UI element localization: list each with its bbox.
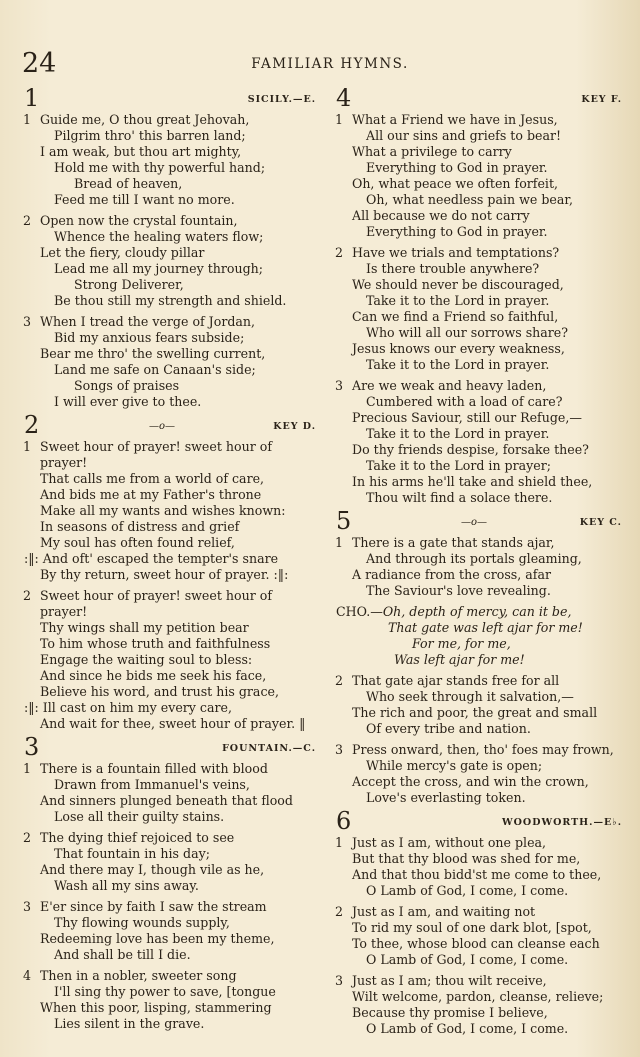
verse-line <box>336 851 626 867</box>
verse-line <box>336 758 626 774</box>
verse-line <box>24 362 320 378</box>
verse-line <box>24 160 320 176</box>
verse-line-text: Believe his word, and trust his grace, <box>40 684 279 699</box>
verse-line-text: What a Friend we have in Jesus, <box>352 112 558 127</box>
verse-line-text: Pilgrim thro' this barren land; <box>54 128 246 143</box>
verse-line <box>336 309 626 325</box>
verse-line-text: Drawn from Immanuel's veins, <box>54 777 250 792</box>
verse-line-text: And shall be till I die. <box>54 947 191 962</box>
verse-line <box>24 668 320 684</box>
verse <box>24 112 320 208</box>
verse-line <box>24 604 320 620</box>
verse-line-text: Precious Saviour, still our Refuge,— <box>352 410 582 425</box>
verse-number: 2 <box>23 213 32 228</box>
verse-number: 1 <box>23 112 32 127</box>
verse-line-text: Just as I am; thou wilt receive, <box>352 973 547 988</box>
verse <box>24 314 320 410</box>
verse-line-text: Take it to the Lord in prayer. <box>366 426 550 441</box>
hymn-header <box>336 84 626 112</box>
verse-line <box>24 1016 320 1032</box>
verse-line-text: Are we weak and heavy laden, <box>352 378 547 393</box>
verse-line-text: Take it to the Lord in prayer. <box>366 357 550 372</box>
verse-number: 1 <box>335 112 344 127</box>
chorus-line-text: Oh, depth of mercy, can it be, <box>382 604 572 619</box>
verse-line-text: Guide me, O thou great Jehovah, <box>40 112 250 127</box>
hymn-number: 3 <box>24 733 40 761</box>
verse-line <box>336 458 626 474</box>
hymn-header <box>336 807 626 835</box>
verse <box>24 899 320 963</box>
hymn-5 <box>335 507 626 806</box>
hymn-number: 5 <box>336 507 352 535</box>
verse-line <box>24 112 320 128</box>
verse-line-text: Everything to God in prayer. <box>366 224 548 239</box>
chorus-line <box>336 636 626 652</box>
verse-line <box>24 245 320 261</box>
verse-line <box>24 455 320 471</box>
verse-number: 1 <box>23 439 32 454</box>
verse-line-text: Bread of heaven, <box>74 176 183 191</box>
hymn-header <box>24 84 320 112</box>
verse-line-text: Then in a nobler, sweeter song <box>40 968 237 983</box>
tune-name: KEY D. <box>273 421 316 432</box>
verse-line <box>24 551 320 567</box>
hymn-header <box>24 411 320 439</box>
verse-line-text: To thee, whose blood can cleanse each <box>352 936 600 951</box>
verse-line <box>24 229 320 245</box>
verse-line-text: Engage the waiting soul to bless: <box>40 652 253 667</box>
verse-line-text: But that thy blood was shed for me, <box>352 851 581 866</box>
tune-name: FOUNTAIN.—C. <box>222 743 316 754</box>
hymn-6 <box>335 807 626 1037</box>
verse-line-text: Make all my wants and wishes known: <box>40 503 286 518</box>
verse <box>336 973 626 1037</box>
verse-line-text: Be thou still my strength and shield. <box>54 293 287 308</box>
verse-line-text: Sweet hour of prayer! sweet hour of <box>40 588 272 603</box>
verse-line <box>24 519 320 535</box>
verse-line-text: That calls me from a world of care, <box>40 471 265 486</box>
verse-line <box>24 931 320 947</box>
verse-line <box>336 144 626 160</box>
verse-line <box>336 867 626 883</box>
verse-number: 1 <box>335 835 344 850</box>
verse-line-text: A radiance from the cross, afar <box>352 567 551 582</box>
verse-line-text: Strong Deliverer, <box>74 277 184 292</box>
verse-line <box>24 777 320 793</box>
verse-line-text: I'll sing thy power to save, [tongue <box>54 984 276 999</box>
right-column <box>335 84 626 1042</box>
verse-line <box>24 878 320 894</box>
verse <box>336 673 626 737</box>
verse-line <box>336 261 626 277</box>
verse-line <box>24 277 320 293</box>
tune-name: KEY C. <box>579 517 622 528</box>
verse-line-text: Just as I am, and waiting not <box>352 904 536 919</box>
verse-line <box>336 705 626 721</box>
verse-line <box>336 192 626 208</box>
verse-line-text: In his arms he'll take and shield thee, <box>352 474 593 489</box>
verse-line-text: While mercy's gate is open; <box>366 758 543 773</box>
verse-line <box>24 947 320 963</box>
verse-line <box>24 128 320 144</box>
verse-line-text: There is a gate that stands ajar, <box>352 535 555 550</box>
chorus-line <box>336 652 626 668</box>
verse-line <box>24 809 320 825</box>
verse-line-text: O Lamb of God, I come, I come. <box>366 1021 569 1036</box>
verse-line-text: My soul has often found relief, <box>40 535 235 550</box>
verse-line <box>336 920 626 936</box>
verse-line <box>336 973 626 989</box>
verse <box>336 742 626 806</box>
verse-line-text: Lose all their guilty stains. <box>54 809 225 824</box>
verse-line <box>24 503 320 519</box>
verse <box>24 968 320 1032</box>
verse-line-text: Press onward, then, tho' foes may frown, <box>352 742 614 757</box>
verse-line-text: Lead me all my journey through; <box>54 261 264 276</box>
verse-line <box>336 883 626 899</box>
verse-line <box>24 830 320 846</box>
verse-number: 2 <box>335 673 344 688</box>
verse-line-text: Take it to the Lord in prayer. <box>366 293 550 308</box>
verse-number: 2 <box>23 588 32 603</box>
verse-line-text: Because thy promise I believe, <box>352 1005 548 1020</box>
verse-line <box>24 899 320 915</box>
verse-number: 4 <box>23 968 32 983</box>
verse-line <box>24 862 320 878</box>
verse-line <box>24 535 320 551</box>
verse-line <box>24 213 320 229</box>
hymn-2 <box>23 411 320 732</box>
verse-line <box>336 224 626 240</box>
verse-line <box>336 112 626 128</box>
left-column <box>23 84 320 1037</box>
verse-number: 3 <box>23 899 32 914</box>
verse-line-text: Feed me till I want no more. <box>54 192 235 207</box>
verse-line-text: Love's everlasting token. <box>366 790 526 805</box>
hymn-1 <box>23 84 320 410</box>
verse-line <box>336 325 626 341</box>
verse-line <box>336 989 626 1005</box>
verse-line <box>24 487 320 503</box>
verse-line <box>336 426 626 442</box>
verse-line <box>336 490 626 506</box>
verse <box>24 439 320 583</box>
page-number: 24 <box>22 48 57 79</box>
verse-line-text: Just as I am, without one plea, <box>352 835 547 850</box>
verse-line-text: Take it to the Lord in prayer; <box>366 458 551 473</box>
verse <box>336 835 626 899</box>
verse-line-text: Oh, what needless pain we bear, <box>366 192 574 207</box>
verse-line-text: Bear me thro' the swelling current, <box>40 346 266 361</box>
chorus-line-text: For me, for me, <box>412 636 511 651</box>
hymn-number: 6 <box>336 807 352 835</box>
verse-line-text: I am weak, but thou art mighty, <box>40 144 242 159</box>
tune-name: WOODWORTH.—E♭. <box>501 817 622 828</box>
verse-line <box>336 551 626 567</box>
verse-line-text: Oh, what peace we often forfeit, <box>352 176 559 191</box>
verse <box>24 213 320 309</box>
verse-line <box>24 700 320 716</box>
verse-line <box>24 793 320 809</box>
verse-line-text: Thy wings shall my petition bear <box>40 620 249 635</box>
verse-line-text: Land me safe on Canaan's side; <box>54 362 256 377</box>
verse-line <box>24 293 320 309</box>
verse-line <box>336 535 626 551</box>
verse-line-text: Do thy friends despise, forsake thee? <box>352 442 589 457</box>
chorus-line-text: That gate was left ajar for me! <box>388 620 583 635</box>
verse-line-text: By thy return, sweet hour of prayer. :‖: <box>40 567 289 582</box>
hymn-header <box>336 507 626 535</box>
verse-line <box>336 128 626 144</box>
verse-line-text: Accept the cross, and win the crown, <box>352 774 589 789</box>
verse-number: 1 <box>335 535 344 550</box>
verse-line-text: :‖: And oft' escaped the tempter's snare <box>24 551 279 566</box>
verse-line <box>24 378 320 394</box>
verse-line <box>336 277 626 293</box>
hymn-number: 2 <box>24 411 40 439</box>
verse-line <box>24 314 320 330</box>
tune-name: SICILY.—E. <box>247 94 316 105</box>
verse-line-text: To rid my soul of one dark blot, [spot, <box>352 920 592 935</box>
verse-line-text: Of every tribe and nation. <box>366 721 531 736</box>
verse-line-text: Have we trials and temptations? <box>352 245 560 260</box>
verse-line <box>336 721 626 737</box>
verse-line-text: And bids me at my Father's throne <box>40 487 262 502</box>
verse <box>336 378 626 506</box>
verse-line <box>24 346 320 362</box>
verse-line-text: I will ever give to thee. <box>54 394 202 409</box>
verse <box>24 588 320 732</box>
verse-line <box>24 984 320 1000</box>
verse-line <box>24 471 320 487</box>
verse-line <box>24 567 320 583</box>
verse-line-text: Who will all our sorrows share? <box>366 325 569 340</box>
verse-line <box>24 620 320 636</box>
verse-line-text: That fountain in his day; <box>54 846 210 861</box>
verse <box>336 535 626 599</box>
verse-line <box>24 846 320 862</box>
verse-line-text: What a privilege to carry <box>352 144 512 159</box>
verse-line-text: prayer! <box>40 455 88 470</box>
chorus <box>336 604 626 668</box>
verse-line <box>336 673 626 689</box>
verse-line <box>24 716 320 732</box>
verse-line <box>24 915 320 931</box>
verse <box>24 830 320 894</box>
verse-line <box>336 904 626 920</box>
chorus-label: CHO.— <box>336 604 383 619</box>
verse-line <box>24 330 320 346</box>
verse-line <box>336 293 626 309</box>
hymn-4 <box>335 84 626 506</box>
verse-line-text: To him whose truth and faithfulness <box>40 636 271 651</box>
verse-line-text: All our sins and griefs to bear! <box>366 128 562 143</box>
verse-number: 3 <box>335 378 344 393</box>
verse-line <box>336 208 626 224</box>
verse-line-text: There is a fountain filled with blood <box>40 761 268 776</box>
verse-line-text: Bid my anxious fears subside; <box>54 330 245 345</box>
verse-line <box>336 689 626 705</box>
verse-line-text: O Lamb of God, I come, I come. <box>366 952 569 967</box>
verse-line-text: The dying thief rejoiced to see <box>40 830 235 845</box>
verse-line <box>336 567 626 583</box>
hymn-3 <box>23 733 320 1032</box>
verse-line-text: And there may I, though vile as he, <box>40 862 265 877</box>
verse-number: 2 <box>335 904 344 919</box>
verse-line <box>336 176 626 192</box>
running-head: FAMILIAR HYMNS. <box>251 56 409 72</box>
verse-line-text: That gate ajar stands free for all <box>352 673 560 688</box>
verse-line-text: Cumbered with a load of care? <box>366 394 563 409</box>
verse-line <box>336 442 626 458</box>
verse-line-text: All because we do not carry <box>352 208 530 223</box>
chorus-line-text: Was left ajar for me! <box>394 652 525 667</box>
verse-line-text: The rich and poor, the great and small <box>352 705 598 720</box>
verse <box>336 245 626 373</box>
verse-line-text: And sinners plunged beneath that flood <box>40 793 293 808</box>
verse <box>336 112 626 240</box>
verse <box>24 761 320 825</box>
verse-line <box>24 176 320 192</box>
verse-line <box>336 474 626 490</box>
verse-number: 2 <box>23 830 32 845</box>
verse-line <box>24 636 320 652</box>
verse-line-text: Open now the crystal fountain, <box>40 213 238 228</box>
verse-line-text: Whence the healing waters flow; <box>54 229 264 244</box>
verse-line-text: Thy flowing wounds supply, <box>54 915 230 930</box>
verse-line-text: When this poor, lisping, stammering <box>40 1000 272 1015</box>
verse-line <box>336 936 626 952</box>
verse-number: 1 <box>23 761 32 776</box>
verse-line <box>336 341 626 357</box>
verse-number: 3 <box>335 973 344 988</box>
tune-name: KEY F. <box>581 94 622 105</box>
verse-line <box>336 774 626 790</box>
verse-line <box>336 160 626 176</box>
chorus-line <box>336 604 626 620</box>
verse-line <box>336 835 626 851</box>
verse-line <box>336 790 626 806</box>
verse-line <box>336 1005 626 1021</box>
verse-number: 3 <box>335 742 344 757</box>
verse-line-text: :‖: Ill cast on him my every care, <box>24 700 232 715</box>
verse-line-text: Wilt welcome, pardon, cleanse, relieve; <box>352 989 604 1004</box>
verse-line <box>336 583 626 599</box>
verse-line <box>24 192 320 208</box>
verse-line-text: Lies silent in the grave. <box>54 1016 205 1031</box>
hymn-header <box>24 733 320 761</box>
verse-line <box>24 684 320 700</box>
verse-line <box>336 1021 626 1037</box>
verse-line-text: Jesus knows our every weakness, <box>352 341 565 356</box>
verse-line <box>24 1000 320 1016</box>
verse-line <box>24 968 320 984</box>
verse-line-text: Thou wilt find a solace there. <box>366 490 553 505</box>
verse-number: 2 <box>335 245 344 260</box>
verse-line <box>24 144 320 160</box>
verse-line-text: Is there trouble anywhere? <box>366 261 540 276</box>
verse-line-text: And through its portals gleaming, <box>366 551 582 566</box>
verse-line-text: prayer! <box>40 604 88 619</box>
verse-line-text: Redeeming love has been my theme, <box>40 931 275 946</box>
verse-number: 3 <box>23 314 32 329</box>
verse-line-text: Can we find a Friend so faithful, <box>352 309 559 324</box>
verse-line-text: Wash all my sins away. <box>54 878 199 893</box>
verse-line <box>24 394 320 410</box>
verse-line-text: Who seek through it salvation,— <box>366 689 574 704</box>
verse-line-text: Let the fiery, cloudy pillar <box>40 245 205 260</box>
verse-line <box>336 378 626 394</box>
ornament: —o— <box>461 517 488 528</box>
verse-line-text: When I tread the verge of Jordan, <box>40 314 256 329</box>
verse-line-text: And since he bids me seek his face, <box>40 668 267 683</box>
chorus-line <box>336 620 626 636</box>
hymn-number: 4 <box>336 84 352 112</box>
verse-line-text: Hold me with thy powerful hand; <box>54 160 266 175</box>
verse-line-text: The Saviour's love revealing. <box>366 583 551 598</box>
verse-line-text: E'er since by faith I saw the stream <box>40 899 267 914</box>
hymn-number: 1 <box>24 84 40 112</box>
verse-line <box>24 761 320 777</box>
verse-line <box>24 588 320 604</box>
verse-line-text: O Lamb of God, I come, I come. <box>366 883 569 898</box>
verse-line <box>336 245 626 261</box>
verse-line <box>336 357 626 373</box>
verse-line <box>336 410 626 426</box>
verse-line-text: Sweet hour of prayer! sweet hour of <box>40 439 272 454</box>
verse <box>336 904 626 968</box>
verse-line-text: And wait for thee, sweet hour of prayer. ‖ <box>40 716 306 731</box>
verse-line <box>336 952 626 968</box>
verse-line <box>336 742 626 758</box>
verse-line-text: In seasons of distress and grief <box>40 519 240 534</box>
verse-line-text: Everything to God in prayer. <box>366 160 548 175</box>
verse-line <box>24 652 320 668</box>
verse-line <box>24 261 320 277</box>
ornament: —o— <box>149 421 176 432</box>
verse-line-text: Songs of praises <box>74 378 180 393</box>
verse-line <box>24 439 320 455</box>
verse-line-text: And that thou bidd'st me come to thee, <box>352 867 602 882</box>
verse-line-text: We should never be discouraged, <box>352 277 564 292</box>
verse-line <box>336 394 626 410</box>
